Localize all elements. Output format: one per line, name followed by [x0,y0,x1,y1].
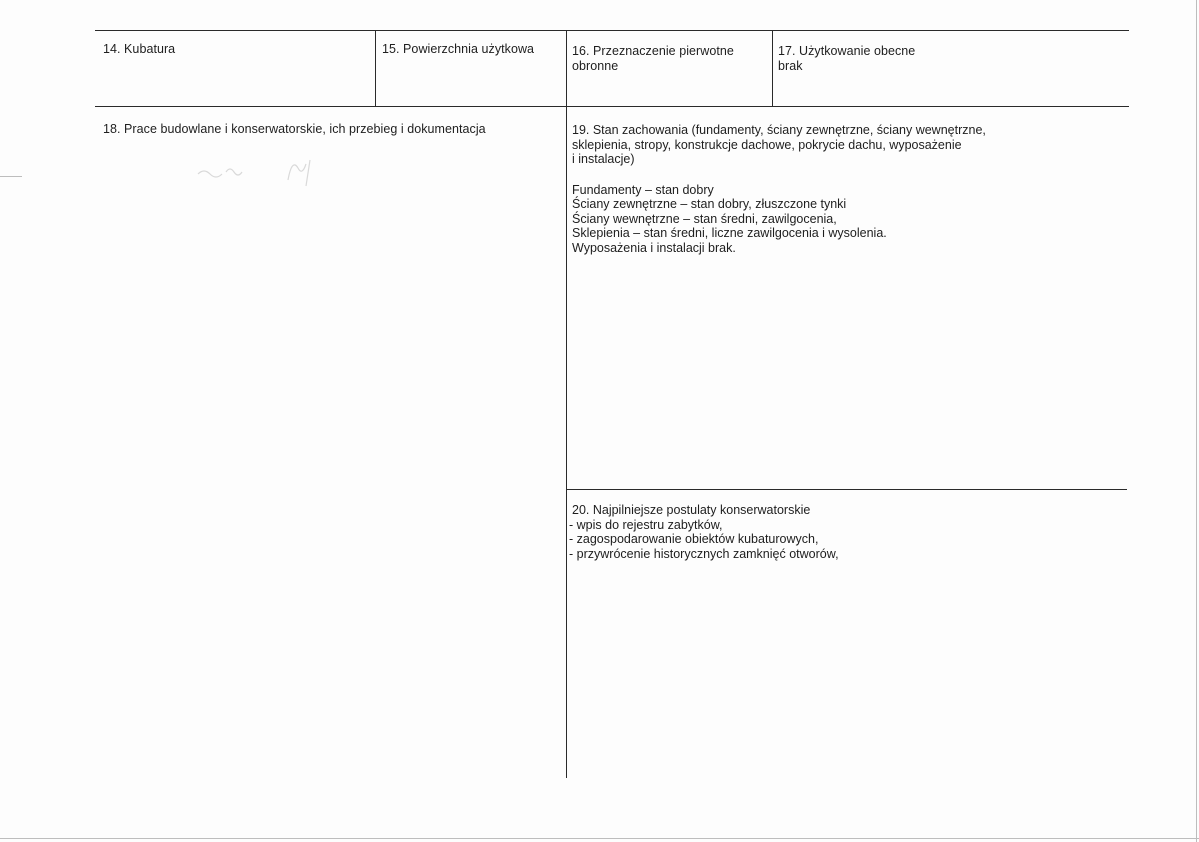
table-top-border [95,30,1129,31]
field-19-heading-line: i instalacje) [572,152,635,166]
handwritten-scribble [196,150,336,190]
row-divider [95,106,1129,107]
scan-edge-mark-right [1196,0,1197,842]
scan-edge-mark-bottom [0,838,1199,839]
field-20-item: - zagospodarowanie obiektów kubaturowych, [569,532,819,546]
field-16-przeznaczenie-label: 16. Przeznaczenie pierwotne [572,44,734,58]
field-19-item: Fundamenty – stan dobry [572,182,714,197]
field-19-heading-line: sklepienia, stropy, konstrukcje dachowe, pokrycie dachu, wyposażenie [572,137,962,152]
field-20-item: - wpis do rejestru zabytków, [569,517,723,532]
section-divider [567,489,1127,490]
field-19-heading-line: 19. Stan zachowania (fundamenty, ściany zewnętrzne, ściany wewnętrzne, [572,123,986,137]
column-divider-3 [772,30,773,107]
field-19-item: Ściany wewnętrzne – stan średni, zawilgocenia, [572,211,837,226]
field-16-przeznaczenie-value: obronne [572,59,619,73]
field-17-uzytkowanie-label: 17. Użytkowanie obecne [778,44,916,58]
column-divider-1 [375,30,376,107]
column-divider-main [566,30,567,778]
scan-edge-mark [0,176,22,177]
field-20-item: - przywrócenie historycznych zamknięć otworów, [569,546,839,561]
field-20-postulaty [569,503,839,561]
field-15-powierzchnia-label: 15. Powierzchnia użytkowa [382,42,535,56]
field-19-stan-zachowania [572,123,986,255]
field-19-item: Sklepienia – stan średni, liczne zawilgocenia i wysolenia. [572,226,887,240]
field-19-item: Ściany zewnętrzne – stan dobry, złuszczone tynki [572,197,847,211]
field-19-item: Wyposażenia i instalacji brak. [572,240,736,255]
field-20-heading: 20. Najpilniejsze postulaty konserwatorskie [572,503,811,517]
field-17-uzytkowanie-value: brak [778,59,803,73]
field-14-kubatura-label: 14. Kubatura [103,42,176,56]
field-18-prace-label: 18. Prace budowlane i konserwatorskie, ich przebieg i dokumentacja [103,122,486,136]
